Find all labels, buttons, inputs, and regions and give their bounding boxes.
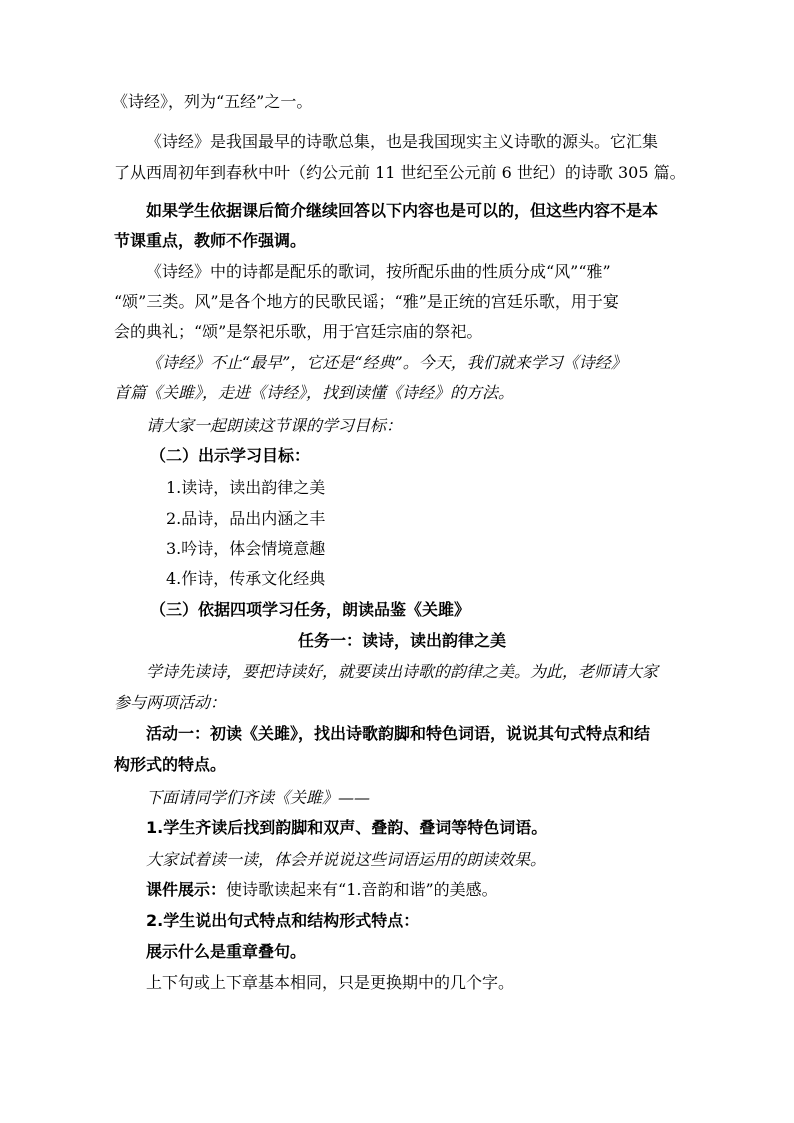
- text-line-8: 会的典礼；“颂”是祭祀乐歌，用于宫廷宗庙的祭祀。: [114, 322, 483, 341]
- text-line-4: 如果学生依据课后简介继续回答以下内容也是可以的，但这些内容不是本: [146, 201, 659, 220]
- text-line-7: “颂”三类。风”是各个地方的民歌民谣；“雅”是正统的宫廷乐歌，用于宴: [114, 292, 619, 311]
- text-line-23: 下面请同学们齐读《关雎》——: [146, 788, 371, 807]
- task-one-heading: 任务一：读诗，读出韵律之美: [298, 631, 507, 650]
- activity-one-cont: 构形式的特点。: [114, 755, 227, 774]
- goal-item-2: 2.品诗，品出内涵之丰: [166, 509, 326, 528]
- text-line-6: 《诗经》中的诗都是配乐的歌词，按所配乐曲的性质分成“风”“雅”: [146, 262, 611, 281]
- text-line-20: 参与两项活动：: [114, 693, 227, 712]
- section-heading-goals: （二）出示学习目标：: [150, 446, 311, 465]
- text-line-29: 上下句或上下章基本相同，只是更换期中的几个字。: [146, 973, 515, 992]
- courseware-line: [146, 880, 498, 900]
- text-line-11: 请大家一起朗读这节课的学习目标：: [146, 416, 403, 435]
- text-line-1: 《诗经》，列为“五经”之一。: [112, 92, 313, 111]
- goal-item-1: 1.读诗，读出韵律之美: [166, 478, 326, 497]
- step-1: 1.学生齐读后找到韵脚和双声、叠韵、叠词等特色词语。: [146, 818, 548, 837]
- text-line-5: 节课重点，教师不作强调。: [114, 231, 307, 250]
- text-line-10: 首篇《关雎》，走进《诗经》，找到读懂《诗经》的方法。: [114, 383, 515, 402]
- step-2: 2.学生说出句式特点和结构形式特点：: [146, 911, 420, 930]
- courseware-label: 课件展示：: [146, 880, 227, 899]
- goal-item-3: 3.吟诗，体会情境意趣: [166, 539, 326, 558]
- courseware-text: 使诗歌读起来有“1.音韵和谐”的美感。: [226, 880, 498, 899]
- text-line-28: 展示什么是重章叠句。: [146, 942, 307, 961]
- text-line-25: 大家试着读一读，体会并说说这些词语运用的朗读效果。: [146, 850, 547, 869]
- activity-one: 活动一：初读《关雎》，找出诗歌韵脚和特色词语，说说其句式特点和结: [146, 724, 651, 743]
- text-line-2: 《诗经》是我国最早的诗歌总集，也是我国现实主义诗歌的源头。它汇集: [146, 132, 659, 151]
- text-line-9: 《诗经》不止“最早”，它还是“经典”。今天，我们就来学习《诗经》: [146, 353, 627, 372]
- text-line-3: 了从西周初年到春秋中叶（约公元前 11 世纪至公元前 6 世纪）的诗歌 305 篇。: [114, 163, 686, 182]
- goal-item-4: 4.作诗，传承文化经典: [166, 569, 326, 588]
- text-line-19: 学诗先读诗，要把诗读好，就要读出诗歌的韵律之美。为此，老师请大家: [146, 662, 659, 681]
- section-heading-tasks: （三）依据四项学习任务，朗读品鉴《关雎》: [150, 600, 471, 619]
